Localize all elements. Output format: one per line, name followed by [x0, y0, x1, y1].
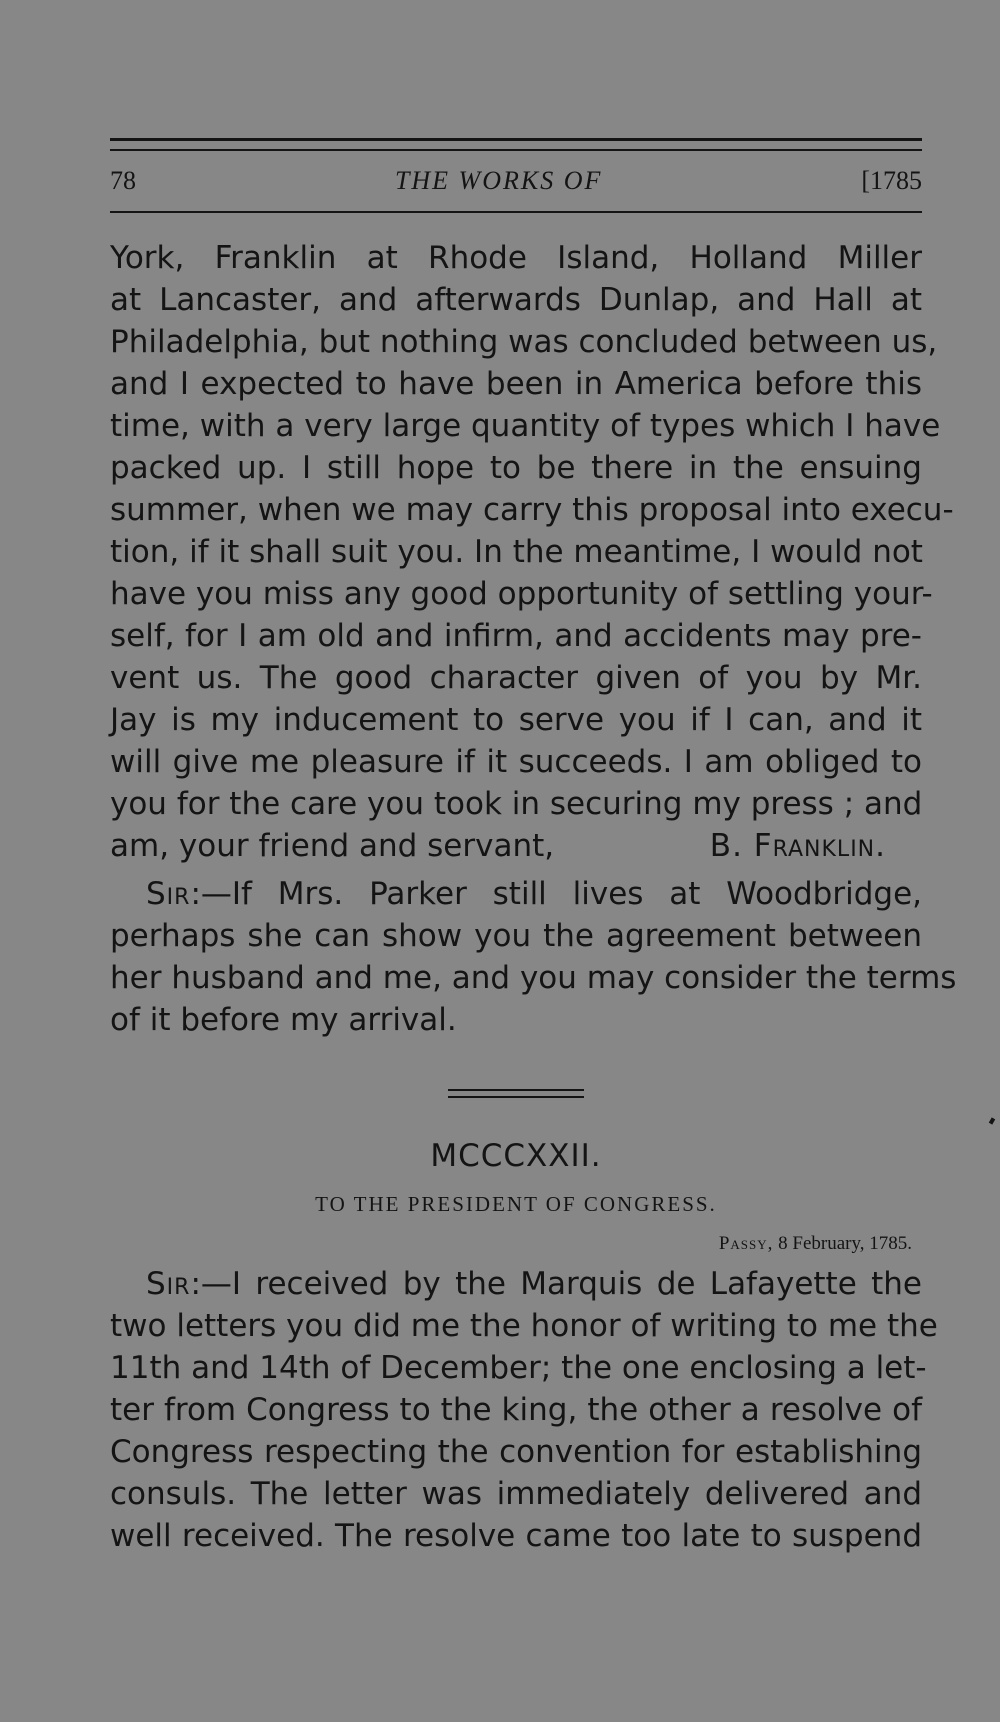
text-line: you for the care you took in securing my press ; and [110, 786, 923, 822]
letter-first-line: :—I received by the Marquis de Lafayette the [190, 1266, 922, 1302]
text-line: her husband and me, and you may consider the terms [110, 960, 957, 996]
text-line: time, with a very large quantity of types which I have [110, 408, 941, 444]
text-line [110, 1263, 922, 1305]
closing-line [110, 825, 922, 867]
text-line: York, Franklin at Rhode Island, Holland Miller [110, 240, 922, 276]
text-line: and I expected to have been in America before this [110, 366, 922, 402]
dateline-place: Passy, [718, 1233, 774, 1254]
text-line: tion, if it shall suit you. In the meantime, I would not [110, 534, 923, 570]
letter-paragraph [110, 1263, 938, 1557]
text-line: well received. The resolve came too late to suspend [110, 1518, 922, 1554]
text-line: packed up. I still hope to be there in the ensuing [110, 450, 922, 486]
text-line [110, 873, 922, 915]
text-line: two letters you did me the honor of writing to me the [110, 1308, 938, 1344]
text-line: at Lancaster, and afterwards Dunlap, and Hall at [110, 282, 922, 318]
text-line: perhaps she can show you the agreement between [110, 918, 922, 954]
postscript-first-line: :—If Mrs. Parker still lives at Woodbridge, [190, 876, 922, 912]
text-line: vent us. The good character given of you by Mr. [110, 660, 922, 696]
salutation: Sir [146, 876, 191, 912]
text-line: of it before my arrival. [110, 1002, 457, 1038]
header-rule [110, 211, 922, 213]
running-title: THE WORKS OF [394, 166, 603, 195]
book-page [110, 138, 957, 1557]
text-line: consuls. The letter was immediately delivered and [110, 1476, 922, 1512]
continuation-paragraph [110, 237, 954, 867]
letter-heading: TO THE PRESIDENT OF CONGRESS. [315, 1192, 717, 1216]
text-line: Congress respecting the convention for establishing [110, 1434, 922, 1470]
text-line: ter from Congress to the king, the other a resolve of [110, 1392, 922, 1428]
text-line: will give me pleasure if it succeeds. I am obliged to [110, 744, 922, 780]
closing: am, your friend and servant, [110, 828, 555, 864]
text-line: 11th and 14th of December; the one enclosing a let- [110, 1350, 927, 1386]
header-double-rule [110, 138, 922, 151]
text-line: summer, when we may carry this proposal into execu- [110, 492, 954, 528]
postscript-paragraph [110, 873, 957, 1041]
salutation: Sir [146, 1266, 191, 1302]
page-number: 78 [110, 166, 136, 195]
signature: B. Franklin. [709, 828, 886, 864]
letter-number: MCCCXXII. [430, 1138, 602, 1174]
dateline [110, 1233, 912, 1255]
dateline-date: 8 February, 1785. [778, 1233, 912, 1254]
section-divider [448, 1089, 584, 1098]
text-line: self, for I am old and infirm, and accidents may pre- [110, 618, 922, 654]
margin-speck [989, 1117, 995, 1124]
running-head [110, 151, 922, 211]
text-line: Philadelphia, but nothing was concluded between us, [110, 324, 938, 360]
text-line: Jay is my inducement to serve you if I can, and it [110, 702, 922, 738]
text-line: have you miss any good opportunity of settling your- [110, 576, 933, 612]
running-year: [1785 [861, 166, 922, 195]
